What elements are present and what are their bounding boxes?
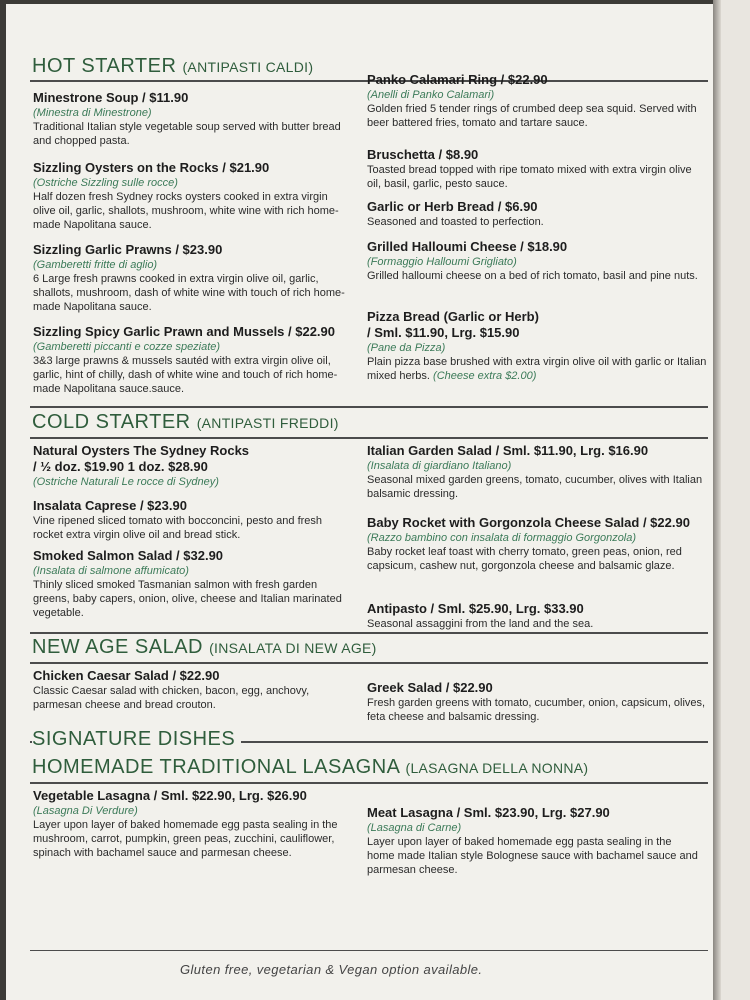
item-italian: (Ostriche Sizzling sulle rocce) [33,177,178,189]
section-rule [30,437,708,439]
section-title-new-age-salad: NEW AGE SALAD (INSALATA DI NEW AGE) [32,636,377,658]
item-name: Antipasto / Sml. $25.90, Lrg. $33.90 [367,601,584,616]
menu-item [33,548,353,620]
menu-item [367,680,707,724]
item-italian: (Insalata di salmone affumicato) [33,565,189,577]
item-italian: (Formaggio Halloumi Grigliato) [367,256,517,268]
item-name: Bruschetta / $8.90 [367,147,479,162]
item-italian: (Anelli di Panko Calamari) [367,89,495,101]
hot-left-column [33,90,353,396]
item-italian: (Ostriche Naturali Le rocce di Sydney) [33,476,219,488]
menu-item [367,443,707,515]
menu-item [367,601,707,631]
item-price: / Sml. $11.90, Lrg. $15.90 [367,325,520,340]
section-title-homemade-lasagna: HOMEMADE TRADITIONAL LASAGNA (LASAGNA DELLA NONNA) [32,756,589,778]
item-name: Minestrone Soup / $11.90 [33,90,189,105]
signature-right-column [367,805,702,877]
cold-left-column [33,443,353,620]
item-description: Half dozen fresh Sydney rocks oysters cooked in extra virgin olive oil, garlic, shallots, mushroom, white wine with rich home-made Napolitana sauce. [33,191,339,231]
item-description: Toasted bread topped with ripe tomato mixed with extra virgin olive oil, basil, garlic, pesto sauce. [367,164,692,190]
menu-item [33,160,353,242]
menu-item [33,90,353,160]
menu-item [33,668,353,712]
signature-left-column [33,788,353,860]
item-description: 3&3 large prawns & mussels sautéd with extra virgin olive oil, garlic, hint of chilly, dash of white wine and touch of rich home-made Napolitana sauce.sauce. [33,355,338,395]
item-name: Italian Garden Salad / Sml. $11.90, Lrg. $16.90 [367,443,649,458]
item-name: Sizzling Spicy Garlic Prawn and Mussels / $22.90 [33,324,336,339]
item-description: Baby rocket leaf toast with cherry tomato, green peas, onion, red capsicum, cashew nut, gorgonzola cheese and balsamic glaze. [367,546,682,572]
item-description: Plain pizza base brushed with extra virgin olive oil with garlic or Italian mixed herbs. (Cheese extra $2.00) [367,356,707,382]
item-price: / ½ doz. $19.90 1 doz. $28.90 [33,459,208,474]
section-title-signature-dishes: SIGNATURE DISHES [32,728,241,751]
item-name: Chicken Caesar Salad / $22.90 [33,668,220,683]
item-name: Pizza Bread (Garlic or Herb) [367,309,539,324]
menu-item [33,788,353,860]
cold-right-column [367,443,707,631]
item-italian: (Razzo bambino con insalata di formaggio Gorgonzola) [367,532,637,544]
section-title-cold-starter: COLD STARTER (ANTIPASTI FREDDI) [32,411,339,433]
item-name: Meat Lasagna / Sml. $23.90, Lrg. $27.90 [367,805,610,820]
item-description: Thinly sliced smoked Tasmanian salmon with fresh garden greens, baby capers, onion, olive, cheese and Italian marinated vegetable. [33,579,342,619]
hot-right-column [367,72,707,383]
menu-item [367,309,707,383]
item-description: Grilled halloumi cheese on a bed of rich tomato, basil and pine nuts. [367,270,698,282]
item-description: Golden fried 5 tender rings of crumbed deep sea squid. Served with beer battered fries, tomato and tartare sauce. [367,103,697,129]
menu-item [367,239,707,309]
item-name: Panko Calamari Ring / $22.90 [367,72,548,87]
item-description: Fresh garden greens with tomato, cucumber, onion, capsicum, olives, feta cheese and balsamic dressing. [367,697,706,723]
salad-right-column [367,680,707,724]
item-description: Traditional Italian style vegetable soup served with butter bread and chopped pasta. [33,121,341,147]
item-name: Baby Rocket with Gorgonzola Cheese Salad / $22.90 [367,515,690,530]
adjacent-menu-page-edge [713,0,750,1000]
menu-item [367,805,702,877]
item-description: 6 Large fresh prawns cooked in extra virgin olive oil, garlic, shallots, mushroom, dash of white wine with touch of rich home-made Napolitana sauce. [33,273,345,313]
item-name: Greek Salad / $22.90 [367,680,493,695]
item-description: Seasoned and toasted to perfection. [367,216,544,228]
item-description: Layer upon layer of baked homemade egg pasta sealing in the home made Italian style Bolognese sauce with bachamel sauce and parmesan cheese. [367,836,698,876]
item-description: Seasonal assaggini from the land and the sea. [367,618,594,630]
item-description: Layer upon layer of baked homemade egg pasta sealing in the mushroom, carrot, pumpkin, green peas, zucchini, cauliflower, spinach with bachamel sauce and parmesan cheese. [33,819,338,859]
item-description: Vine ripened sliced tomato with bocconcini, pesto and fresh rocket extra virgin olive oil and bread stick. [33,515,323,541]
item-italian: (Gamberetti piccanti e cozze speziate) [33,341,221,353]
item-name: Grilled Halloumi Cheese / $18.90 [367,239,568,254]
item-name: Sizzling Oysters on the Rocks / $21.90 [33,160,270,175]
menu-item [367,515,707,601]
section-rule [30,662,708,664]
item-italian: (Lasagna di Carne) [367,822,462,834]
item-extra: (Cheese extra $2.00) [433,370,537,382]
section-rule [30,406,708,408]
item-name: Natural Oysters The Sydney Rocks [33,443,250,458]
item-italian: (Minestra di Minestrone) [33,107,152,119]
item-italian: (Lasagna Di Verdure) [33,805,138,817]
menu-item [33,443,353,498]
section-rule [30,632,708,634]
salad-left-column [33,668,353,712]
section-rule [30,782,708,784]
item-description: Classic Caesar salad with chicken, bacon, egg, anchovy, parmesan cheese and bread crouton. [33,685,310,711]
item-name: Garlic or Herb Bread / $6.90 [367,199,538,214]
item-name: Insalata Caprese / $23.90 [33,498,187,513]
menu-item [33,498,353,548]
item-italian: (Pane da Pizza) [367,342,446,354]
menu-item [33,242,353,324]
section-title-hot-starter: HOT STARTER (ANTIPASTI CALDI) [32,55,314,77]
menu-item [367,199,707,239]
item-name: Sizzling Garlic Prawns / $23.90 [33,242,223,257]
item-name: Smoked Salmon Salad / $32.90 [33,548,224,563]
item-italian: (Gamberetti fritte di aglio) [33,259,158,271]
footer-rule [30,950,708,951]
menu-item [33,324,353,396]
dietary-note: Gluten free, vegetarian & Vegan option available. [180,962,483,977]
menu-item [367,72,707,147]
item-description: Seasonal mixed garden greens, tomato, cucumber, olives with Italian balsamic dressing. [367,474,703,500]
item-name: Vegetable Lasagna / Sml. $22.90, Lrg. $26.90 [33,788,307,803]
item-italian: (Insalata di giardiano Italiano) [367,460,512,472]
menu-item [367,147,707,199]
